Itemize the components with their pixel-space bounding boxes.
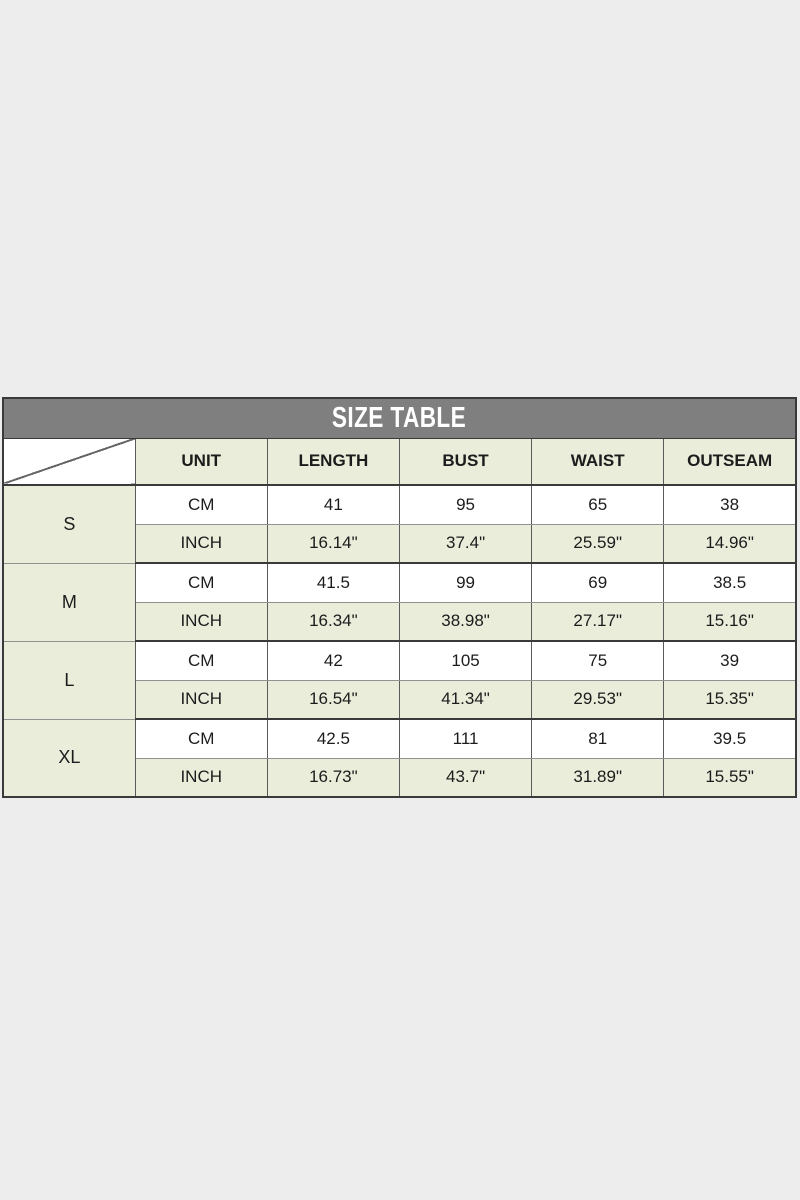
- unit-cell: CM: [135, 563, 267, 602]
- column-header-outseam: OUTSEAM: [664, 438, 796, 485]
- column-header-waist: WAIST: [532, 438, 664, 485]
- column-header-length: LENGTH: [267, 438, 399, 485]
- value-cell: 25.59": [532, 524, 664, 563]
- value-cell: 99: [399, 563, 531, 602]
- value-cell: 39: [664, 641, 796, 680]
- size-label-l: L: [3, 641, 135, 719]
- value-cell: 95: [399, 485, 531, 524]
- value-cell: 42: [267, 641, 399, 680]
- value-cell: 16.73": [267, 758, 399, 797]
- unit-cell: INCH: [135, 524, 267, 563]
- value-cell: 38: [664, 485, 796, 524]
- unit-cell: INCH: [135, 602, 267, 641]
- value-cell: 41.34": [399, 680, 531, 719]
- value-cell: 15.35": [664, 680, 796, 719]
- table-row: [3, 485, 796, 524]
- value-cell: 15.55": [664, 758, 796, 797]
- unit-cell: CM: [135, 641, 267, 680]
- value-cell: 37.4": [399, 524, 531, 563]
- value-cell: 27.17": [532, 602, 664, 641]
- column-header-unit: UNIT: [135, 438, 267, 485]
- value-cell: 38.5: [664, 563, 796, 602]
- size-label-xl: XL: [3, 719, 135, 797]
- header-row: [3, 438, 796, 485]
- value-cell: 39.5: [664, 719, 796, 758]
- diagonal-header-cell: [3, 438, 135, 485]
- table-row: [3, 719, 796, 758]
- value-cell: 29.53": [532, 680, 664, 719]
- value-cell: 43.7": [399, 758, 531, 797]
- value-cell: 38.98": [399, 602, 531, 641]
- value-cell: 31.89": [532, 758, 664, 797]
- size-label-s: S: [3, 485, 135, 563]
- unit-cell: INCH: [135, 758, 267, 797]
- value-cell: 16.14": [267, 524, 399, 563]
- column-header-bust: BUST: [399, 438, 531, 485]
- size-table: [2, 397, 797, 798]
- title-bar: [3, 398, 796, 438]
- value-cell: 14.96": [664, 524, 796, 563]
- table-row: [3, 641, 796, 680]
- title-row: [3, 398, 796, 438]
- value-cell: 111: [399, 719, 531, 758]
- unit-cell: INCH: [135, 680, 267, 719]
- table-row: [3, 563, 796, 602]
- value-cell: 105: [399, 641, 531, 680]
- value-cell: 75: [532, 641, 664, 680]
- value-cell: 16.54": [267, 680, 399, 719]
- value-cell: 41.5: [267, 563, 399, 602]
- unit-cell: CM: [135, 485, 267, 524]
- value-cell: 81: [532, 719, 664, 758]
- table-title: SIZE TABLE: [332, 401, 467, 434]
- value-cell: 16.34": [267, 602, 399, 641]
- value-cell: 69: [532, 563, 664, 602]
- value-cell: 42.5: [267, 719, 399, 758]
- value-cell: 41: [267, 485, 399, 524]
- value-cell: 65: [532, 485, 664, 524]
- size-label-m: M: [3, 563, 135, 641]
- value-cell: 15.16": [664, 602, 796, 641]
- unit-cell: CM: [135, 719, 267, 758]
